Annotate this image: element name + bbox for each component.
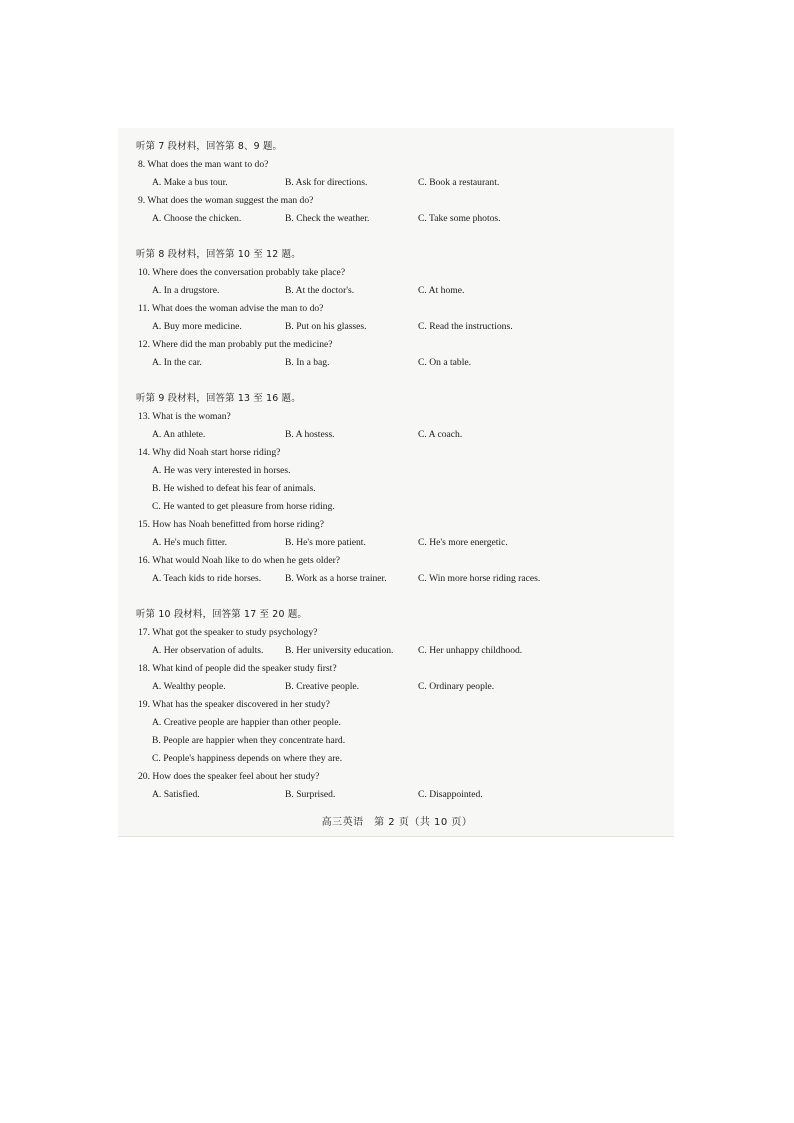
answer-option: C. He wanted to get pleasure from horse riding. [152, 501, 335, 512]
answer-option: B. Creative people. [285, 681, 360, 692]
question-stem: 17. What got the speaker to study psychology? [138, 627, 318, 638]
answer-option: A. Satisfied. [152, 789, 200, 800]
question-item [136, 300, 666, 336]
answer-options [136, 678, 666, 696]
answer-options [136, 174, 666, 192]
answer-options [136, 714, 666, 768]
section-instruction: 听第 9 段材料，回答第 13 至 16 题。 [136, 393, 301, 404]
question-stem: 9. What does the woman suggest the man do? [138, 195, 314, 206]
question-stem: 18. What kind of people did the speaker study first? [138, 663, 337, 674]
answer-option: C. On a table. [418, 357, 472, 368]
question-item [136, 696, 666, 768]
listening-section [136, 606, 666, 804]
question-stem: 13. What is the woman? [138, 411, 231, 422]
answer-option: C. Disappointed. [418, 789, 483, 800]
answer-option: A. Make a bus tour. [152, 177, 228, 188]
answer-option: A. Choose the chicken. [152, 213, 242, 224]
question-stem: 14. Why did Noah start horse riding? [138, 447, 281, 458]
question-stem: 16. What would Noah like to do when he gets older? [138, 555, 341, 566]
answer-option: A. An athlete. [152, 429, 206, 440]
question-stem: 10. Where does the conversation probably take place? [138, 267, 346, 278]
answer-option: A. In the car. [152, 357, 202, 368]
answer-option: C. Read the instructions. [418, 321, 513, 332]
answer-options [136, 570, 666, 588]
answer-options [136, 426, 666, 444]
answer-option: B. A hostess. [285, 429, 335, 440]
answer-option: B. Her university education. [285, 645, 394, 656]
question-item [136, 156, 666, 192]
answer-options [136, 462, 666, 516]
question-stem: 11. What does the woman advise the man to do? [138, 303, 324, 314]
answer-option: C. Book a restaurant. [418, 177, 500, 188]
question-item [136, 264, 666, 300]
answer-option: A. He's much fitter. [152, 537, 227, 548]
question-item [136, 336, 666, 372]
listening-section [136, 246, 666, 372]
question-item [136, 192, 666, 228]
answer-option: C. Her unhappy childhood. [418, 645, 523, 656]
section-instruction: 听第 7 段材料，回答第 8、9 题。 [136, 141, 283, 152]
question-stem: 15. How has Noah benefitted from horse riding? [138, 519, 324, 530]
answer-options [136, 786, 666, 804]
page-footer: 高三英语 第 2 页（共 10 页） [321, 817, 473, 828]
answer-option: C. At home. [418, 285, 465, 296]
question-item [136, 624, 666, 660]
answer-option: A. Teach kids to ride horses. [152, 573, 262, 584]
answer-option: A. Buy more medicine. [152, 321, 242, 332]
answer-option: B. At the doctor's. [285, 285, 355, 296]
answer-option: C. Ordinary people. [418, 681, 495, 692]
answer-options [136, 642, 666, 660]
answer-option: B. He wished to defeat his fear of animals. [152, 483, 316, 494]
answer-options [136, 282, 666, 300]
answer-option: B. Check the weather. [285, 213, 370, 224]
question-stem: 8. What does the man want to do? [138, 159, 269, 170]
answer-options [136, 210, 666, 228]
question-item [136, 408, 666, 444]
section-instruction: 听第 8 段材料，回答第 10 至 12 题。 [136, 249, 301, 260]
answer-option: A. Wealthy people. [152, 681, 226, 692]
answer-options [136, 534, 666, 552]
question-item [136, 660, 666, 696]
question-item [136, 768, 666, 804]
question-stem: 20. How does the speaker feel about her study? [138, 771, 320, 782]
answer-option: B. He's more patient. [285, 537, 366, 548]
answer-option: B. Ask for directions. [285, 177, 368, 188]
answer-option: B. People are happier when they concentrate hard. [152, 735, 346, 746]
exam-sheet [136, 138, 666, 822]
answer-option: C. He's more energetic. [418, 537, 508, 548]
answer-option: C. A coach. [418, 429, 463, 440]
answer-option: A. In a drugstore. [152, 285, 220, 296]
answer-option: B. Surprised. [285, 789, 336, 800]
answer-option: C. Win more horse riding races. [418, 573, 541, 584]
answer-options [136, 318, 666, 336]
question-item [136, 516, 666, 552]
answer-option: A. He was very interested in horses. [152, 465, 291, 476]
answer-option: B. Put on his glasses. [285, 321, 367, 332]
section-instruction: 听第 10 段材料，回答第 17 至 20 题。 [136, 609, 307, 620]
answer-option: C. People's happiness depends on where they are. [152, 753, 343, 764]
answer-option: C. Take some photos. [418, 213, 501, 224]
answer-option: A. Creative people are happier than other people. [152, 717, 341, 728]
answer-option: B. In a bag. [285, 357, 330, 368]
question-item [136, 552, 666, 588]
answer-option: B. Work as a horse trainer. [285, 573, 387, 584]
question-stem: 12. Where did the man probably put the medicine? [138, 339, 333, 350]
listening-section [136, 390, 666, 588]
question-stem: 19. What has the speaker discovered in her study? [138, 699, 330, 710]
listening-section [136, 138, 666, 228]
answer-options [136, 354, 666, 372]
question-item [136, 444, 666, 516]
answer-option: A. Her observation of adults. [152, 645, 264, 656]
